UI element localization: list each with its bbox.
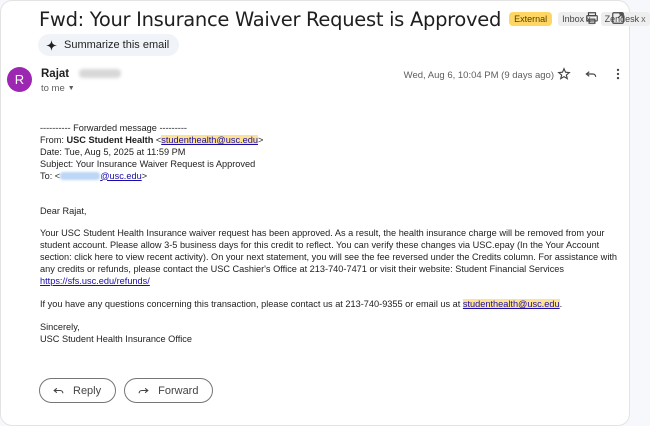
chevron-down-icon: ▼ <box>67 85 75 92</box>
external-badge: External <box>509 12 552 26</box>
approval-text: Your USC Student Health Insurance waiver request has been approved. As a result, the health insurance charge will be removed from your student account. Please allow 3-5 business days for this credit to reflect. You can verify these changes via USC.epay (In the Your Account section: click here to view recent activity). On your next statement, you will see the fee reversed under the Credits column. For assistance with any credits or refunds, please contact the USC Cashier's Office at 213-740-7471 or visit their website: Student Financial Services <box>40 228 618 275</box>
print-icon[interactable] <box>585 11 599 25</box>
forward-icon <box>137 384 150 397</box>
reply-icon[interactable] <box>584 67 598 81</box>
reply-button[interactable] <box>39 378 116 403</box>
signoff: Sincerely, <box>40 321 80 332</box>
remove-label-zendesk-icon[interactable]: x <box>641 14 646 24</box>
questions-text: If you have any questions concerning this transaction, please contact us at 213-740-9355 or email us at <box>40 298 463 309</box>
forward-label: Forward <box>158 384 199 397</box>
forward-from: From: USC Student Health <studenthealth@usc.edu> <box>40 134 264 145</box>
from-email-link[interactable]: studenthealth@usc.edu <box>161 134 258 145</box>
label-inbox-name: Inbox <box>562 14 585 24</box>
open-new-window-icon[interactable] <box>611 11 625 25</box>
summarize-label: Summarize this email <box>64 39 170 51</box>
subject-row <box>39 6 646 32</box>
label-zendesk-name: Zendesk <box>604 14 640 24</box>
reply-actions <box>39 378 213 403</box>
sender-avatar[interactable]: R <box>7 67 32 92</box>
top-actions <box>585 11 625 25</box>
questions-end: . <box>559 298 563 309</box>
to-label: To: < <box>40 170 61 181</box>
to-email-link[interactable]: @usc.edu <box>100 170 142 181</box>
forward-to <box>40 171 625 183</box>
forward-date: Date: Tue, Aug 5, 2025 at 11:59 PM <box>40 146 186 157</box>
star-icon[interactable] <box>557 67 571 81</box>
from-name: USC Student Health <box>66 134 154 145</box>
recipient-label: to me <box>41 83 65 94</box>
remove-label-inbox-icon[interactable]: x <box>586 14 591 24</box>
forward-subject: Subject: Your Insurance Waiver Request is Approved <box>40 158 256 169</box>
recipient-details-toggle[interactable] <box>41 83 75 94</box>
email-date: Wed, Aug 6, 10:04 PM (9 days ago) <box>403 70 554 81</box>
greeting: Dear Rajat, <box>40 205 87 216</box>
from-label: From: <box>40 134 67 145</box>
sender-surname-redacted <box>79 69 121 78</box>
spacer <box>40 217 625 228</box>
spacer <box>40 311 625 322</box>
reply-label: Reply <box>73 384 102 397</box>
sparkle-icon <box>46 40 57 51</box>
signature: USC Student Health Insurance Office <box>40 333 193 344</box>
approval-paragraph <box>40 228 625 288</box>
more-options-icon[interactable] <box>611 67 625 81</box>
refunds-link[interactable]: https://sfs.usc.edu/refunds/ <box>40 276 150 287</box>
reply-icon <box>52 384 65 397</box>
summarize-button[interactable] <box>38 34 179 56</box>
email-subject: Fwd: Your Insurance Waiver Request is Approved <box>39 7 502 31</box>
message-actions <box>557 67 625 81</box>
email-body <box>40 123 625 346</box>
recipient-redacted <box>60 172 100 180</box>
contact-email-link[interactable]: studenthealth@usc.edu <box>462 298 560 309</box>
spacer <box>40 183 625 206</box>
questions-paragraph <box>40 299 625 311</box>
spacer <box>40 288 625 299</box>
forward-button[interactable] <box>124 378 213 403</box>
sender-name[interactable]: Rajat <box>41 68 70 80</box>
to-close: > <box>141 170 148 181</box>
forward-separator: ---------- Forwarded message --------- <box>40 123 187 133</box>
